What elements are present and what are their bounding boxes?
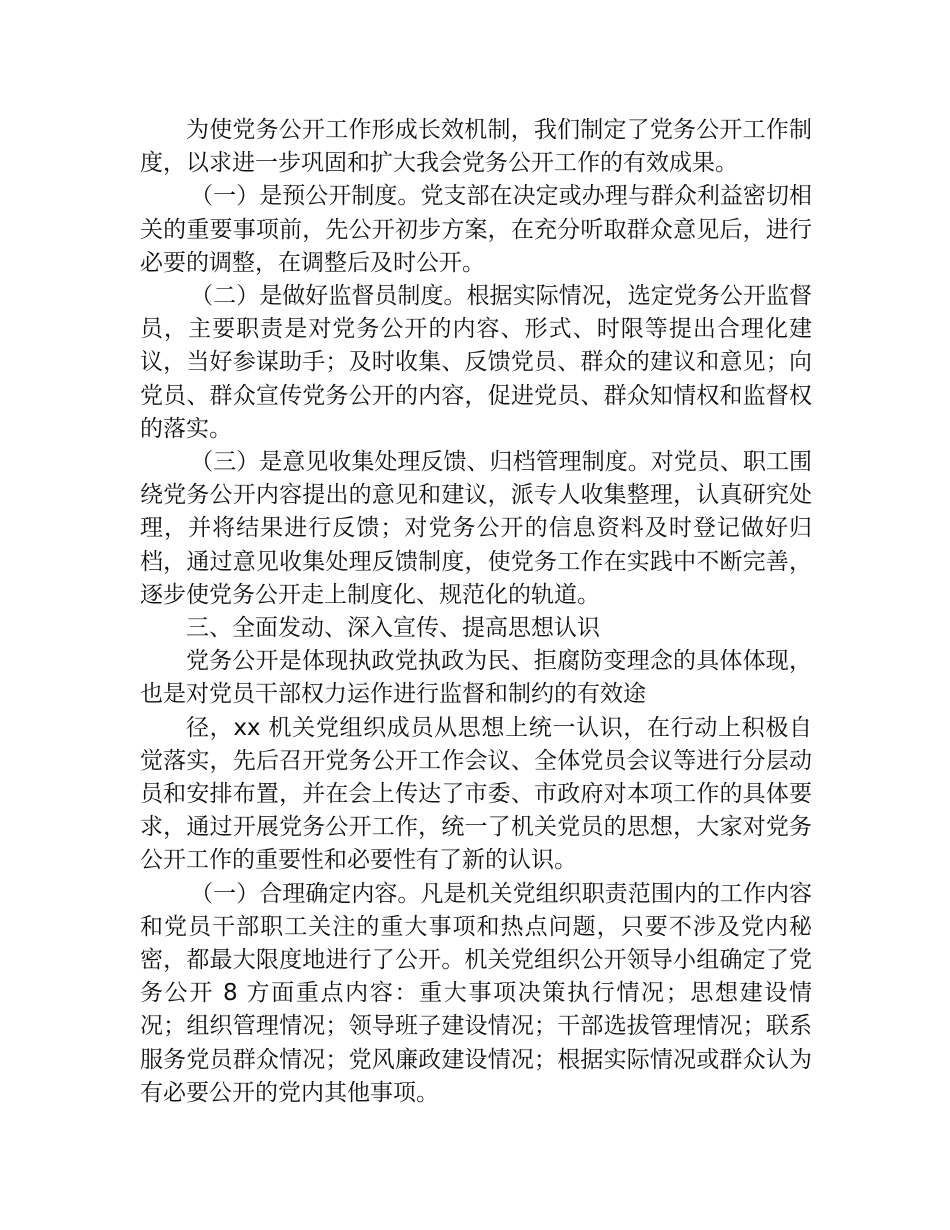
- paragraph-feedback-system: （三）是意见收集处理反馈、归档管理制度。对党员、职工围绕党务公开内容提出的意见和建议，派专人收集整理，认真研究处理，并将结果进行反馈；对党务公开的信息资料及时登记做好归档，通过意见收集处理反馈制度，使党务工作在实践中不断完善，逐步使党务公开走上制度化、规范化的轨道。: [140, 449, 812, 608]
- paragraph-supervisor-system: （二）是做好监督员制度。根据实际情况，选定党务公开监督员，主要职责是对党务公开的内容、形式、时限等提出合理化建议，当好参谋助手；及时收集、反馈党员、群众的建议和意见；向党员、群众宣传党务公开的内容，促进党员、群众知情权和监督权的落实。: [140, 283, 812, 442]
- paragraph-significance: 党务公开是体现执政党执政为民、拒腐防变理念的具体体现，也是对党员干部权力运作进行监督和制约的有效途: [140, 648, 812, 708]
- paragraph-intro: 为使党务公开工作形成长效机制，我们制定了党务公开工作制度，以求进一步巩固和扩大我会党务公开工作的有效成果。: [140, 117, 812, 177]
- paragraph-implementation: 径，xx 机关党组织成员从思想上统一认识，在行动上积极自觉落实，先后召开党务公开工作会议、全体党员会议等进行分层动员和安排布置，并在会上传达了市委、市政府对本项工作的具体要求，通过开展党务公开工作，统一了机关党员的思想，大家对党务公开工作的重要性和必要性有了新的认识。: [140, 714, 812, 874]
- paragraph-content-scope: （一）合理确定内容。凡是机关党组织职责范围内的工作内容和党员干部职工关注的重大事项和热点问题，只要不涉及党内秘密，都最大限度地进行了公开。机关党组织公开领导小组确定了党务公开 8 方面重点内容：重大事项决策执行情况；思想建设情况；组织管理情况；领导班子建设情况；干部选拔管理情况；联系服务党员群众情况；党风廉政建设情况；根据实际情况或群众认为有必要公开的党内其他事项。: [140, 880, 812, 1106]
- paragraph-preview-system: （一）是预公开制度。党支部在决定或办理与群众利益密切相关的重要事项前，先公开初步方案，在充分听取群众意见后，进行必要的调整，在调整后及时公开。: [140, 183, 812, 276]
- section-heading: 三、全面发动、深入宣传、提高思想认识: [186, 615, 600, 642]
- document-body: [140, 114, 812, 1110]
